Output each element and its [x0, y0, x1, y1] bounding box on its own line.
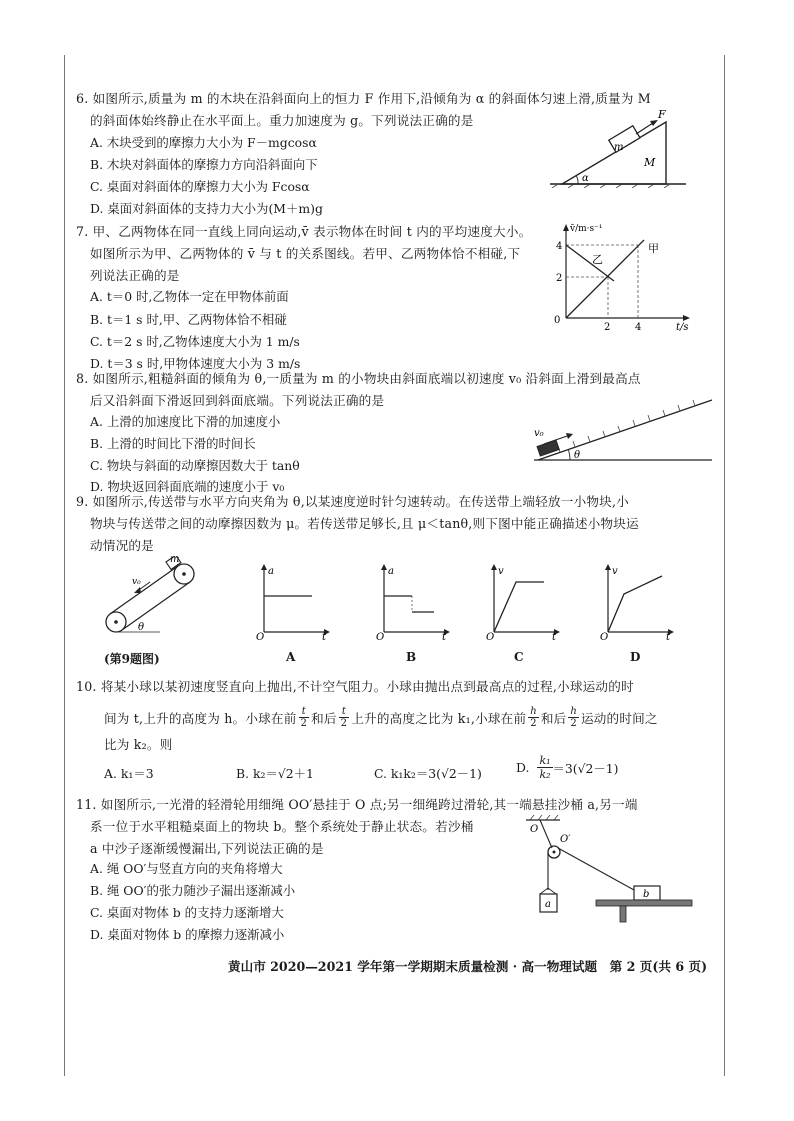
- q10-option-b: B. k₂＝√2＋1: [236, 766, 314, 781]
- option-d-prefix: D.: [516, 760, 530, 775]
- denominator: k₂: [539, 768, 551, 781]
- page-footer: 黄山市 2020—2021 学年第一学期期末质量检测 · 高一物理试题 第 2 页(共 6 页): [228, 959, 708, 974]
- denominator: 2: [340, 718, 348, 729]
- q8-incline: [538, 400, 712, 460]
- q7-option-a: A. t＝0 时,乙物体一定在甲物体前面: [90, 289, 289, 304]
- q7-ylabel: v̄/m·s⁻¹: [570, 224, 603, 234]
- q9-graph-d: [596, 562, 676, 642]
- q7-option-b: B. t＝1 s 时,甲、乙两物体恰不相碰: [90, 312, 287, 327]
- line-yi: [566, 245, 614, 281]
- q7-tick-x2: 2: [604, 322, 611, 333]
- graph-c-ylabel: v: [498, 566, 504, 577]
- graph-a-ylabel: a: [268, 566, 274, 577]
- q9-choice-d: D: [630, 650, 641, 664]
- q9-graph-c: [482, 562, 562, 642]
- q9-stem-line3: 动情况的是: [90, 538, 154, 553]
- q6-option-a: A. 木块受到的摩擦力大小为 F－mgcosα: [90, 135, 317, 150]
- numerator: t: [301, 706, 306, 717]
- numerator: h: [570, 706, 577, 717]
- q9-label-m: m: [170, 556, 180, 565]
- rope-OO2: [540, 820, 552, 848]
- q8-label-v0: v₀: [534, 428, 544, 439]
- numerator: h: [530, 706, 537, 717]
- q11-stem-line2: 系一位于水平粗糙桌面上的物块 b。整个系统处于静止状态。若沙桶: [90, 819, 474, 834]
- label-O-prime: O′: [560, 834, 571, 845]
- q11-stem-line1: 11. 如图所示,一光滑的轻滑轮用细绳 OO′悬挂于 O 点;另一细绳跨过滑轮,其一端悬挂沙桶 a,另一端: [76, 797, 638, 812]
- label-M: M: [644, 156, 656, 169]
- q7-stem-line1: 7. 甲、乙两物体在同一直线上同向运动,v̄ 表示物体在时间 t 内的平均速度大小。: [76, 224, 532, 239]
- q10-line2-part2: 和后: [311, 711, 337, 726]
- q7-stem-line3: 列说法正确的是: [90, 268, 180, 283]
- q10-line2-part3: 上升的高度之比为 k₁,小球在前: [351, 711, 527, 726]
- graph-d-xlabel: t: [666, 632, 671, 642]
- table-top: [596, 900, 692, 906]
- q9-caption: (第9题图): [104, 652, 160, 666]
- q7-stem-line2: 如图所示为甲、乙两物体的 v̄ 与 t 的关系图线。若甲、乙两物体恰不相碰,下: [90, 246, 521, 261]
- q8-option-d: D. 物块返回斜面底端的速度小于 v₀: [90, 479, 285, 494]
- label-a: a: [545, 899, 551, 910]
- fraction-h-over-2-b: [568, 706, 579, 729]
- q10-option-d: [516, 754, 619, 781]
- q8-stem-line1: 8. 如图所示,粗糙斜面的倾角为 θ,一质量为 m 的小物块由斜面底端以初速度 v₀ 沿斜面上滑到最高点: [76, 371, 641, 386]
- q7-xlabel: t/s: [676, 322, 689, 333]
- q7-tick-x4: 4: [635, 322, 642, 333]
- left-margin-line: [64, 55, 65, 1076]
- q10-stem-line3: 比为 k₂。则: [104, 737, 173, 752]
- option-d-suffix: ＝3(√2－1): [552, 760, 619, 776]
- q10-option-c: C. k₁k₂＝3(√2－1): [374, 766, 482, 781]
- label-F: F: [658, 108, 666, 121]
- q11-pulley-figure: [510, 812, 700, 924]
- ceiling-hatch: [530, 815, 558, 820]
- q9-label-v0: v₀: [132, 577, 141, 587]
- q10-option-a: A. k₁＝3: [104, 766, 154, 781]
- q8-option-a: A. 上滑的加速度比下滑的加速度小: [90, 414, 281, 429]
- numerator: t: [341, 706, 347, 717]
- table-leg: [620, 906, 626, 922]
- q11-option-c: C. 桌面对物体 b 的支持力逐渐增大: [90, 905, 284, 920]
- graph-b-origin: O: [376, 632, 385, 642]
- q9-graph-a: [252, 562, 332, 642]
- graph-c-origin: O: [486, 632, 495, 642]
- label-O: O: [530, 824, 539, 835]
- q9-conveyor-figure: [96, 556, 206, 646]
- q6-option-c: C. 桌面对斜面体的摩擦力大小为 Fcosα: [90, 179, 310, 194]
- q10-stem-line1: 10. 将某小球以某初速度竖直向上抛出,不计空气阻力。小球由抛出点到最高点的过程,小球运动的时: [76, 679, 634, 694]
- denominator: 2: [530, 718, 537, 729]
- q7-option-d: D. t＝3 s 时,甲物体速度大小为 3 m/s: [90, 356, 301, 371]
- numerator: k₁: [539, 754, 551, 767]
- q10-line2-part1: 间为 t,上升的高度为 h。小球在前: [104, 711, 297, 726]
- q9-stem-line1: 9. 如图所示,传送带与水平方向夹角为 θ,以某速度逆时针匀速转动。在传送带上端轻放一小物块,小: [76, 494, 629, 509]
- q8-rough-incline-figure: [530, 392, 716, 472]
- q7-option-c: C. t＝2 s 时,乙物体速度大小为 1 m/s: [90, 334, 300, 349]
- q8-label-theta: θ: [574, 450, 581, 461]
- fraction-h-over-2-a: [528, 706, 539, 729]
- q9-label-theta: θ: [138, 622, 145, 633]
- q8-option-b: B. 上滑的时间比下滑的时间长: [90, 436, 256, 451]
- q6-stem-line2: 的斜面体始终静止在水平面上。重力加速度为 g。下列说法正确的是: [90, 113, 474, 128]
- label-yi: 乙: [592, 253, 603, 266]
- graph-d-origin: O: [600, 632, 609, 642]
- denominator: 2: [570, 718, 577, 729]
- q10-line2-part4: 和后: [540, 711, 567, 726]
- graph-a-origin: O: [256, 632, 265, 642]
- q9-choice-b: B: [406, 650, 417, 664]
- graph-b-ylabel: a: [388, 566, 394, 577]
- q7-origin: 0: [554, 315, 561, 326]
- q8-stem-line2: 后又沿斜面下滑返回到斜面底端。下列说法正确的是: [90, 393, 385, 408]
- q6-incline-figure: [548, 108, 688, 188]
- q10-line2-part5: 运动的时间之: [580, 711, 658, 726]
- graph-b-xlabel: t: [442, 632, 447, 642]
- q9-graph-b: [372, 562, 452, 642]
- label-m: m: [614, 142, 624, 153]
- label-alpha: α: [582, 173, 589, 184]
- graph-c-xlabel: t: [552, 632, 557, 642]
- q11-stem-line3: a 中沙子逐渐缓慢漏出,下列说法正确的是: [90, 841, 324, 856]
- graph-a-xlabel: t: [322, 632, 327, 642]
- denominator: 2: [300, 718, 308, 729]
- q7-tick-y4: 4: [556, 241, 563, 252]
- q6-option-d: D. 桌面对斜面体的支持力大小为(M＋m)g: [90, 201, 323, 216]
- q6-option-b: B. 木块对斜面体的摩擦力方向沿斜面向下: [90, 157, 318, 172]
- q11-option-b: B. 绳 OO′的张力随沙子漏出逐渐减小: [90, 883, 296, 898]
- q8-hatch: [558, 400, 695, 452]
- rope-to-block: [558, 848, 634, 890]
- belt-bottom: [122, 582, 190, 630]
- q6-stem-line1: 6. 如图所示,质量为 m 的木块在沿斜面向上的恒力 F 作用下,沿倾角为 α 的斜面体匀速上滑,质量为 M: [76, 91, 651, 106]
- q7-vbar-t-graph: [548, 220, 698, 335]
- fraction-k1-over-k2: [537, 754, 552, 781]
- graph-c-line: [494, 582, 544, 632]
- fraction-t-over-2-a: [299, 706, 310, 729]
- graph-d-ylabel: v: [612, 566, 618, 577]
- q9-choice-a: A: [286, 650, 296, 664]
- belt-top: [110, 566, 178, 614]
- incline-body: [562, 122, 666, 184]
- graph-d-line: [608, 576, 662, 632]
- q10-stem-line2: [104, 706, 658, 729]
- label-b: b: [643, 889, 650, 900]
- q8-option-c: C. 物块与斜面的动摩擦因数大于 tanθ: [90, 458, 300, 473]
- q9-choice-c: C: [514, 650, 524, 664]
- fraction-t-over-2-b: [339, 706, 350, 729]
- right-margin-line: [724, 55, 725, 1076]
- line-jia: [566, 240, 644, 318]
- q11-option-a: A. 绳 OO′与竖直方向的夹角将增大: [90, 861, 283, 876]
- q11-option-d: D. 桌面对物体 b 的摩擦力逐渐减小: [90, 927, 285, 942]
- label-jia: 甲: [648, 242, 659, 255]
- q9-stem-line2: 物块与传送带之间的动摩擦因数为 μ。若传送带足够长,且 μ＜tanθ,则下图中能正确描述小物块运: [90, 516, 639, 531]
- q7-tick-y2: 2: [556, 273, 563, 284]
